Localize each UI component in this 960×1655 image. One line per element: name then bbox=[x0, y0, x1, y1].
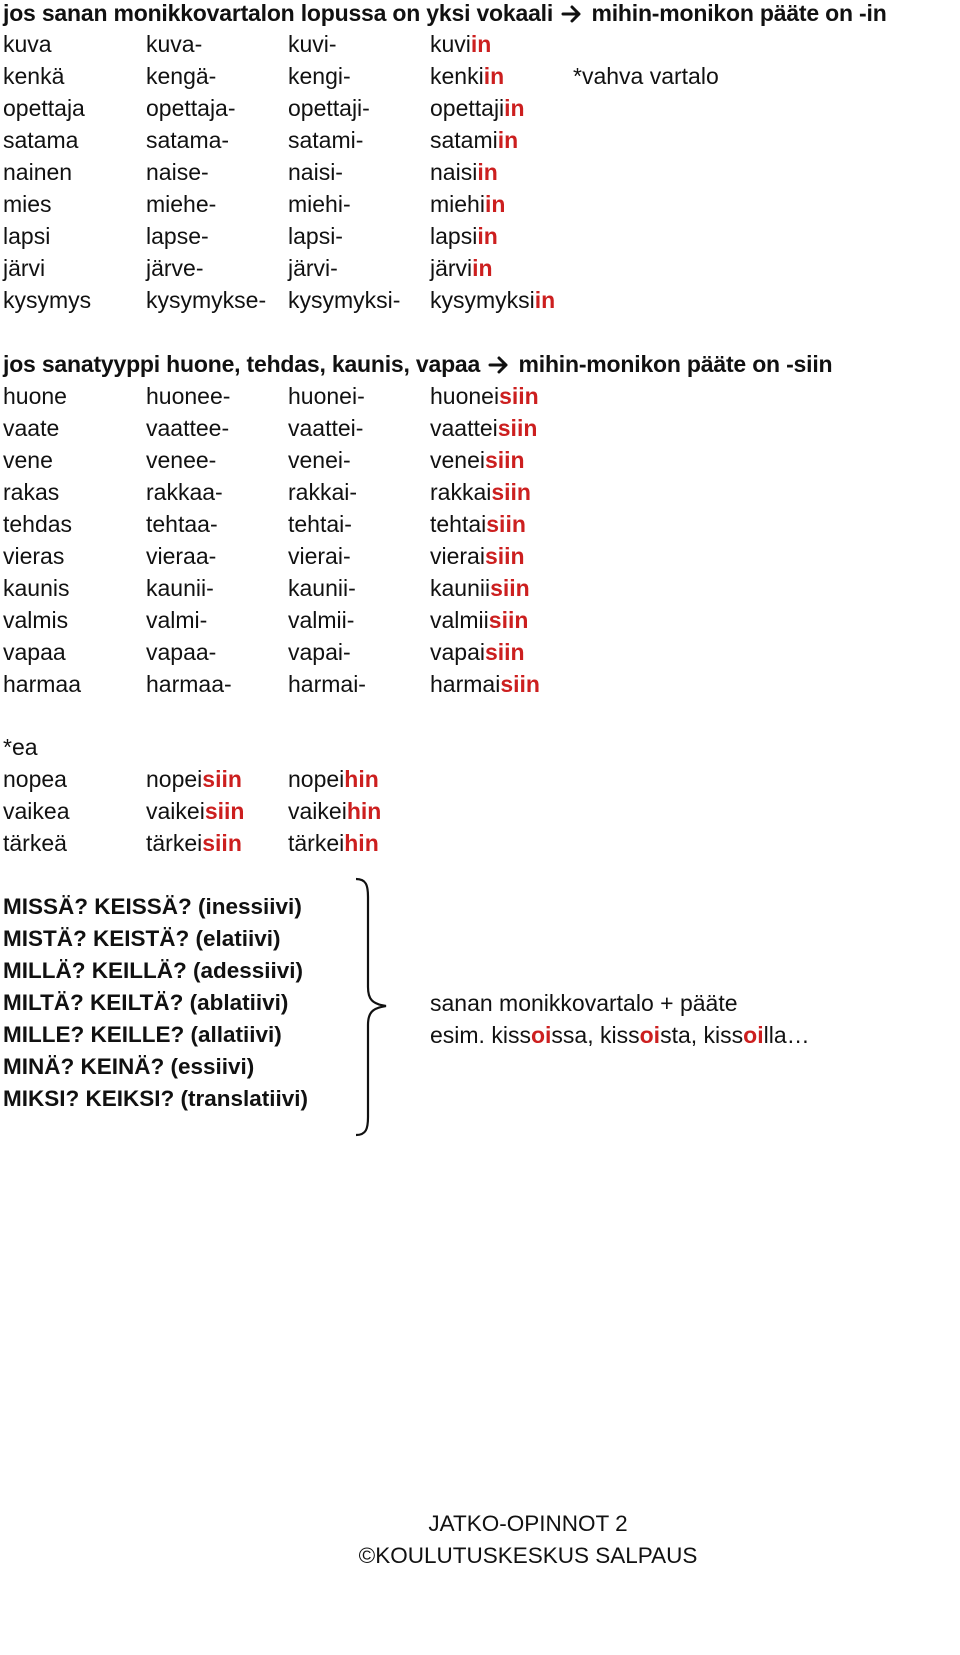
word-singular-stem: vaattee- bbox=[146, 415, 230, 441]
word-plural-stem: kengi- bbox=[288, 63, 351, 89]
illative-ending: siin bbox=[497, 415, 538, 441]
illative-ending: siin bbox=[486, 511, 526, 537]
illative-stem: opettaji bbox=[430, 95, 505, 121]
word-basic-form: nopea bbox=[3, 766, 67, 792]
case-item: MILLÄ? KEILLÄ? (adessiivi) bbox=[3, 958, 304, 983]
word-singular-stem: lapse- bbox=[146, 223, 209, 249]
illative-ending: hin bbox=[344, 830, 379, 856]
illative-plural bbox=[430, 444, 525, 476]
illative-plural-hin bbox=[288, 795, 381, 827]
illative-plural bbox=[430, 284, 555, 316]
illative-ending: in bbox=[472, 255, 493, 281]
illative-ending: siin bbox=[499, 383, 539, 409]
word-basic-form: kysymys bbox=[3, 287, 92, 313]
example-list bbox=[491, 1022, 809, 1048]
word-singular-stem: rakkaa- bbox=[146, 479, 223, 505]
word-plural-stem: satami- bbox=[288, 127, 364, 153]
illative-plural bbox=[430, 252, 493, 284]
word-plural-stem: opettaji- bbox=[288, 95, 370, 121]
illative-stem: järvi bbox=[430, 255, 473, 281]
word-basic-form: kaunis bbox=[3, 575, 70, 601]
illative-plural bbox=[430, 668, 540, 700]
word-singular-stem: kuva- bbox=[146, 31, 203, 57]
word-singular-stem: satama- bbox=[146, 127, 230, 153]
example-part: sta bbox=[660, 1022, 691, 1048]
footer-line-2: ©KOULUTUSKESKUS SALPAUS bbox=[358, 1543, 698, 1568]
word-plural-stem: harmai- bbox=[288, 671, 366, 697]
illative-plural bbox=[430, 540, 525, 572]
illative-ending: in bbox=[497, 127, 519, 153]
illative-ending: hin bbox=[344, 766, 379, 792]
illative-stem: tärkei bbox=[146, 830, 203, 856]
illative-ending: siin bbox=[490, 575, 530, 601]
word-plural-stem: kysymyksi- bbox=[288, 287, 401, 313]
illative-stem: harmai bbox=[430, 671, 501, 697]
illative-ending: in bbox=[470, 31, 492, 57]
word-singular-stem: tehtaa- bbox=[146, 511, 218, 537]
illative-plural-siin bbox=[146, 795, 244, 827]
word-basic-form: kuva bbox=[3, 31, 52, 57]
illative-stem: valmii bbox=[430, 607, 489, 633]
illative-stem: huonei bbox=[430, 383, 500, 409]
illative-plural bbox=[430, 124, 518, 156]
right-arrow-icon bbox=[561, 4, 583, 24]
word-basic-form: vieras bbox=[3, 543, 65, 569]
word-basic-form: mies bbox=[3, 191, 52, 217]
illative-stem: naisi bbox=[430, 159, 478, 185]
illative-ending: siin bbox=[488, 607, 529, 633]
case-item: MILLE? KEILLE? (allatiivi) bbox=[3, 1022, 282, 1047]
example-text bbox=[430, 1019, 810, 1051]
illative-stem: rakkai bbox=[430, 479, 492, 505]
illative-stem: kuvi bbox=[430, 31, 471, 57]
illative-stem: vierai bbox=[430, 543, 485, 569]
illative-plural bbox=[430, 572, 530, 604]
illative-stem: nopei bbox=[288, 766, 345, 792]
section2-header-rule: mihin-monikon pääte on -siin bbox=[518, 351, 833, 377]
example-separator: … bbox=[786, 1022, 810, 1048]
example-plural-marker: oi bbox=[743, 1022, 764, 1048]
example-prefix: esim. bbox=[430, 1022, 492, 1048]
word-basic-form: huone bbox=[3, 383, 67, 409]
word-basic-form: valmis bbox=[3, 607, 69, 633]
example-plural-marker: oi bbox=[530, 1022, 552, 1048]
word-basic-form: vene bbox=[3, 447, 53, 473]
illative-ending: in bbox=[534, 287, 556, 313]
illative-plural bbox=[430, 156, 498, 188]
illative-plural-hin bbox=[288, 763, 379, 795]
word-singular-stem: vieraa- bbox=[146, 543, 217, 569]
case-item: MILTÄ? KEILTÄ? (ablatiivi) bbox=[3, 990, 289, 1015]
illative-ending: in bbox=[477, 223, 498, 249]
illative-ending: hin bbox=[346, 798, 382, 824]
footer-line-1: JATKO-OPINNOT 2 bbox=[428, 1511, 628, 1536]
illative-ending: siin bbox=[202, 830, 242, 856]
section1-header-rule: mihin-monikon pääte on -in bbox=[591, 0, 887, 26]
illative-stem: satami bbox=[430, 127, 498, 153]
word-plural-stem: naisi- bbox=[288, 159, 343, 185]
illative-ending: in bbox=[483, 63, 505, 89]
illative-stem: tehtai bbox=[430, 511, 487, 537]
word-basic-form: tärkeä bbox=[3, 830, 67, 856]
illative-stem: vaikei bbox=[146, 798, 205, 824]
illative-ending: in bbox=[504, 95, 525, 121]
case-item: MIKSI? KEIKSI? (translatiivi) bbox=[3, 1086, 309, 1111]
section1-header-text: jos sanan monikkovartalon lopussa on yksi vokaali bbox=[3, 0, 554, 26]
example-separator: , bbox=[587, 1022, 600, 1048]
illative-plural bbox=[430, 412, 537, 444]
case-item: MISTÄ? KEISTÄ? (elatiivi) bbox=[3, 926, 281, 951]
illative-stem: tärkei bbox=[288, 830, 345, 856]
illative-ending: in bbox=[484, 191, 506, 217]
word-singular-stem: kysymykse- bbox=[146, 287, 267, 313]
illative-ending: siin bbox=[204, 798, 245, 824]
word-singular-stem: valmi- bbox=[146, 607, 208, 633]
word-basic-form: vapaa bbox=[3, 639, 66, 665]
illative-plural-hin bbox=[288, 827, 379, 859]
example-part: kiss bbox=[491, 1022, 531, 1048]
word-singular-stem: venee- bbox=[146, 447, 217, 473]
right-arrow-icon bbox=[488, 355, 510, 375]
word-plural-stem: miehi- bbox=[288, 191, 351, 217]
illative-plural bbox=[430, 508, 526, 540]
word-singular-stem: kengä- bbox=[146, 63, 217, 89]
word-basic-form: opettaja bbox=[3, 95, 85, 121]
row-note: *vahva vartalo bbox=[573, 63, 719, 89]
word-plural-stem: huonei- bbox=[288, 383, 365, 409]
word-plural-stem: vapai- bbox=[288, 639, 351, 665]
illative-plural bbox=[430, 476, 531, 508]
word-plural-stem: kuvi- bbox=[288, 31, 337, 57]
illative-plural bbox=[430, 60, 504, 92]
illative-stem: nopei bbox=[146, 766, 203, 792]
word-singular-stem: huonee- bbox=[146, 383, 231, 409]
illative-ending: siin bbox=[202, 766, 242, 792]
word-plural-stem: valmii- bbox=[288, 607, 355, 633]
word-basic-form: järvi bbox=[3, 255, 46, 281]
illative-stem: kysymyksi bbox=[430, 287, 535, 313]
example-part: kiss bbox=[600, 1022, 640, 1048]
illative-plural bbox=[430, 28, 491, 60]
word-singular-stem: opettaja- bbox=[146, 95, 236, 121]
word-basic-form: vaikea bbox=[3, 798, 70, 824]
section3-label: *ea bbox=[3, 734, 38, 760]
case-item: MINÄ? KEINÄ? (essiivi) bbox=[3, 1054, 255, 1079]
illative-plural bbox=[430, 380, 539, 412]
word-plural-stem: venei- bbox=[288, 447, 351, 473]
illative-stem: venei bbox=[430, 447, 485, 473]
illative-plural bbox=[430, 188, 505, 220]
word-plural-stem: järvi- bbox=[288, 255, 338, 281]
illative-stem: vaikei bbox=[288, 798, 347, 824]
word-plural-stem: vierai- bbox=[288, 543, 351, 569]
example-part: lla bbox=[763, 1022, 787, 1048]
illative-plural-siin bbox=[146, 763, 242, 795]
word-singular-stem: naise- bbox=[146, 159, 209, 185]
section2-header bbox=[3, 348, 832, 380]
example-part: kiss bbox=[703, 1022, 744, 1048]
word-basic-form: satama bbox=[3, 127, 79, 153]
case-item: MISSÄ? KEISSÄ? (inessiivi) bbox=[3, 894, 302, 919]
example-separator: , bbox=[690, 1022, 704, 1048]
illative-ending: siin bbox=[484, 639, 525, 665]
word-basic-form: nainen bbox=[3, 159, 73, 185]
illative-plural bbox=[430, 220, 498, 252]
word-basic-form: lapsi bbox=[3, 223, 51, 249]
illative-ending: siin bbox=[491, 479, 531, 505]
word-singular-stem: miehe- bbox=[146, 191, 217, 217]
right-curly-brace-icon bbox=[352, 877, 392, 1139]
illative-stem: kaunii bbox=[430, 575, 491, 601]
section2-header-text: jos sanatyyppi huone, tehdas, kaunis, vapaa bbox=[3, 351, 481, 377]
illative-ending: siin bbox=[484, 543, 525, 569]
rule-text: sanan monikkovartalo + pääte bbox=[430, 990, 738, 1016]
illative-ending: siin bbox=[500, 671, 540, 697]
word-basic-form: rakas bbox=[3, 479, 60, 505]
word-singular-stem: kaunii- bbox=[146, 575, 214, 601]
word-plural-stem: rakkai- bbox=[288, 479, 358, 505]
illative-stem: miehi bbox=[430, 191, 485, 217]
word-basic-form: kenkä bbox=[3, 63, 65, 89]
word-plural-stem: tehtai- bbox=[288, 511, 352, 537]
word-basic-form: vaate bbox=[3, 415, 60, 441]
illative-ending: in bbox=[477, 159, 498, 185]
illative-plural bbox=[430, 92, 525, 124]
illative-stem: kenki bbox=[430, 63, 484, 89]
illative-plural bbox=[430, 604, 528, 636]
word-plural-stem: lapsi- bbox=[288, 223, 343, 249]
word-basic-form: harmaa bbox=[3, 671, 81, 697]
word-basic-form: tehdas bbox=[3, 511, 73, 537]
word-plural-stem: vaattei- bbox=[288, 415, 364, 441]
word-plural-stem: kaunii- bbox=[288, 575, 356, 601]
example-part: ssa bbox=[551, 1022, 588, 1048]
illative-plural-siin bbox=[146, 827, 242, 859]
word-singular-stem: järve- bbox=[146, 255, 204, 281]
example-plural-marker: oi bbox=[639, 1022, 661, 1048]
illative-stem: vapai bbox=[430, 639, 485, 665]
word-singular-stem: vapaa- bbox=[146, 639, 217, 665]
illative-stem: lapsi bbox=[430, 223, 478, 249]
illative-ending: siin bbox=[484, 447, 525, 473]
section1-header bbox=[3, 0, 887, 29]
illative-plural bbox=[430, 636, 525, 668]
illative-stem: vaattei bbox=[430, 415, 498, 441]
word-singular-stem: harmaa- bbox=[146, 671, 232, 697]
